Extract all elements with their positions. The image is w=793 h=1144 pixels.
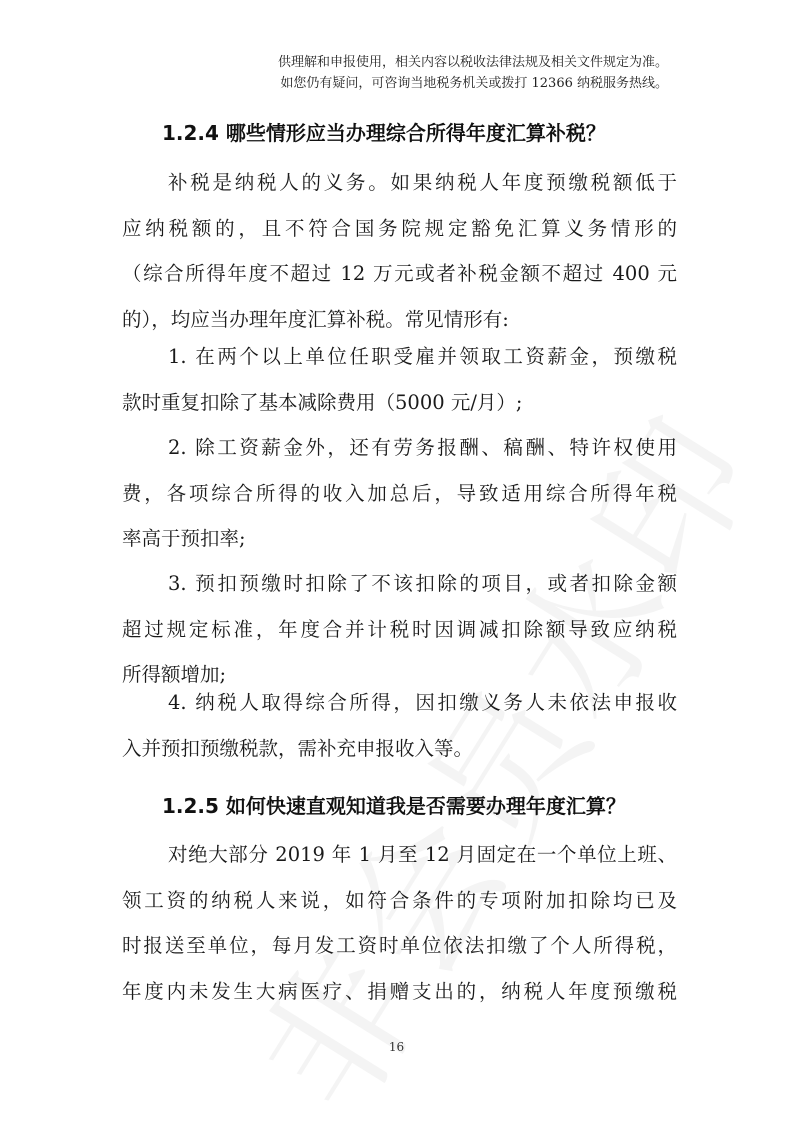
text-line: 率高于预扣率; xyxy=(122,527,246,550)
header-line-2: 如您仍有疑问，可咨询当地税务机关或拨打 12366 纳税服务热线。 xyxy=(280,76,668,91)
text-line: 应纳税额的，且不符合国务院规定豁免汇算义务情形的 xyxy=(122,216,677,240)
page-header-note xyxy=(278,52,668,94)
text-line: 1. 在两个以上单位任职受雇并领取工资薪金，预缴税 xyxy=(168,345,677,368)
header-line-1: 供理解和申报使用，相关内容以税收法律法规及相关文件规定为准。 xyxy=(277,55,668,70)
text-line: 所得额增加; xyxy=(122,663,227,686)
list-item-3 xyxy=(122,561,677,698)
section-heading-1-2-5: 1.2.5 如何快速直观知道我是否需要办理年度汇算？ xyxy=(162,794,626,818)
text-line: （综合所得年度不超过 12 万元或者补税金额不超过 400 元 xyxy=(122,262,677,285)
text-line: 入并预扣预缴税款，需补充申报收入等。 xyxy=(122,736,474,760)
text-line: 2. 除工资薪金外，还有劳务报酬、稿酬、特许权使用 xyxy=(168,436,677,459)
text-line: 款时重复扣除了基本减除费用（5000 元/月）; xyxy=(122,390,523,414)
text-line: 时报送至单位，每月发工资时单位依法扣缴了个人所得税， xyxy=(122,934,677,957)
list-item-4 xyxy=(122,680,677,771)
text-line: 补税是纳税人的义务。如果纳税人年度预缴税额低于 xyxy=(168,171,677,194)
list-item-1 xyxy=(122,334,677,425)
paragraph-1-2-5-body xyxy=(122,832,677,1014)
paragraph-intro xyxy=(122,160,677,342)
list-item-2 xyxy=(122,425,677,562)
text-line: 的），均应当办理年度汇算补税。常见情形有: xyxy=(122,307,509,331)
page-number: 16 xyxy=(388,1040,405,1054)
text-line: 超过规定标准，年度合并计税时因调减扣除额导致应纳税 xyxy=(122,617,677,641)
text-line: 年度内未发生大病医疗、捐赠支出的，纳税人年度预缴税 xyxy=(122,979,677,1003)
text-line: 对绝大部分 2019 年 1 月至 12 月固定在一个单位上班、 xyxy=(168,843,677,866)
text-line: 3. 预扣预缴时扣除了不该扣除的项目，或者扣除金额 xyxy=(168,572,677,595)
text-line: 领工资的纳税人来说，如符合条件的专项附加扣除均已及 xyxy=(122,888,677,912)
text-line: 费，各项综合所得的收入加总后，导致适用综合所得年税 xyxy=(122,481,677,505)
text-line: 4. 纳税人取得综合所得，因扣缴义务人未依法申报收 xyxy=(168,691,677,714)
section-heading-1-2-4: 1.2.4 哪些情形应当办理综合所得年度汇算补税？ xyxy=(162,121,606,145)
